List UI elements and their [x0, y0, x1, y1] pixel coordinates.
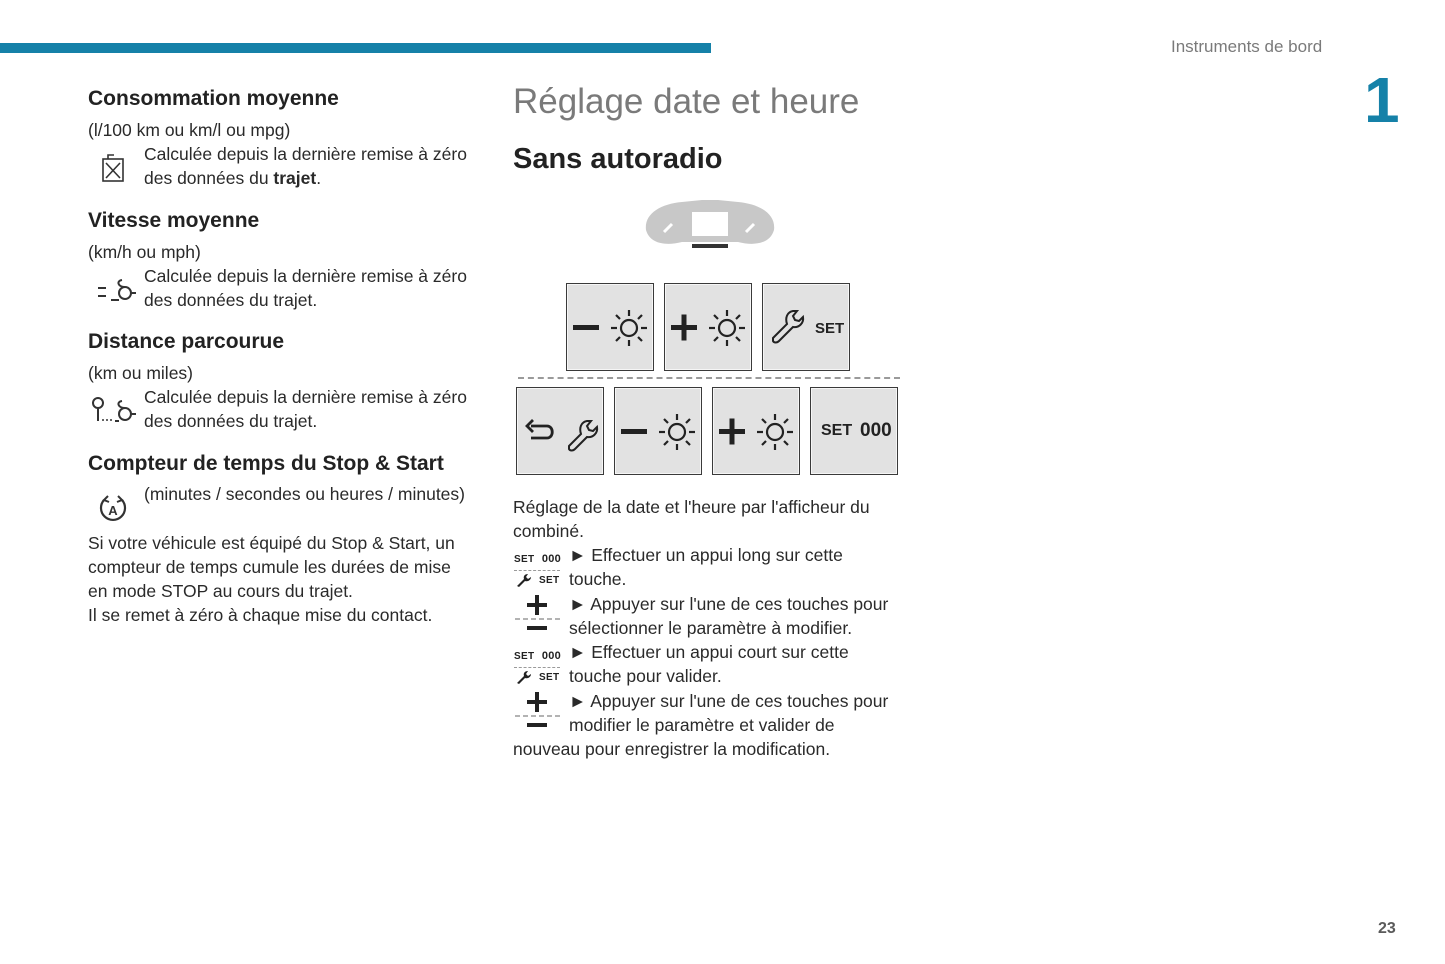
speed-desc-line1: Calculée depuis la dernière remise à zéro: [144, 266, 467, 286]
distance-units: (km ou miles): [88, 363, 194, 383]
fuel-pump-icon: [100, 153, 126, 183]
mini-dash: [514, 570, 560, 571]
speed-title: Vitesse moyenne: [88, 209, 260, 232]
mini-plus-minus-icon: [514, 594, 562, 636]
mini-set-000-icon: [514, 549, 562, 586]
step2-line1: [569, 592, 888, 616]
mini-set-text-2: SET: [539, 672, 560, 683]
step1-line1: [569, 543, 843, 567]
stopstart-para-line1: Si votre véhicule est équipé du Stop & Start, un: [88, 533, 455, 553]
page-number: 23: [1378, 920, 1396, 937]
consumption-title: Consommation moyenne: [88, 87, 339, 110]
plus-brightness-icon: [665, 284, 753, 372]
step1-line2: touche.: [569, 569, 627, 589]
stopstart-title: Compteur de temps du Stop & Start: [88, 452, 444, 475]
dashed-separator: [518, 377, 900, 379]
desc-bold: trajet: [273, 168, 317, 188]
step4-line3: nouveau pour enregistrer la modification.: [513, 739, 831, 759]
speed-units: (km/h ou mph): [88, 242, 201, 262]
arrow-marker: ►: [569, 691, 587, 711]
distance-icon: [90, 395, 138, 425]
wrench-set-button[interactable]: [762, 283, 850, 371]
step-text: Appuyer sur l'une de ces touches pour: [590, 594, 889, 614]
stopstart-para-line2: compteur de temps cumule les durées de mise: [88, 557, 451, 577]
distance-title: Distance parcourue: [88, 330, 285, 353]
set-label: SET: [821, 422, 853, 439]
step2-line2: sélectionner le paramètre à modifier.: [569, 618, 853, 638]
section-title: Instruments de bord: [1171, 37, 1323, 56]
mini-000-text: 000: [541, 553, 562, 565]
set-000-button[interactable]: [810, 387, 898, 475]
stopstart-units: (minutes / secondes ou heures / minutes): [144, 484, 465, 504]
minus-brightness-icon: [567, 284, 655, 372]
distance-desc-line2: des données du trajet.: [144, 411, 318, 431]
back-wrench-button[interactable]: [516, 387, 604, 475]
intro-line2: combiné.: [513, 521, 585, 541]
back-wrench-icon: [517, 388, 605, 476]
plus-brightness-button-2[interactable]: [712, 387, 800, 475]
mini-000-text: 000: [541, 650, 562, 662]
arrow-marker: ►: [569, 594, 587, 614]
plus-brightness-icon: [713, 388, 801, 476]
section-subtitle: Sans autoradio: [513, 143, 723, 175]
mini-set-text-2: SET: [539, 575, 560, 586]
mini-plus-minus-icon-2: [514, 691, 562, 733]
plus-brightness-button[interactable]: [664, 283, 752, 371]
consumption-desc-line2: [144, 166, 321, 190]
step3-line2: touche pour valider.: [569, 666, 722, 686]
page-title: Réglage date et heure: [513, 82, 860, 121]
step-text: Appuyer sur l'une de ces touches pour: [590, 691, 889, 711]
stopstart-para-line3: en mode STOP au cours du trajet.: [88, 581, 353, 601]
arrow-marker: ►: [569, 545, 587, 565]
set-label: SET: [815, 320, 845, 337]
mini-dash: [514, 667, 560, 668]
step3-line1: [569, 640, 849, 664]
mini-wrench-icon: [516, 573, 532, 587]
speed-desc-line2: des données du trajet.: [144, 290, 318, 310]
stop-start-icon: [98, 492, 128, 524]
minus-brightness-button[interactable]: [566, 283, 654, 371]
mini-set-000-icon-2: [514, 646, 562, 683]
mini-set-text: SET: [514, 651, 535, 662]
minus-brightness-icon: [615, 388, 703, 476]
step-text: Effectuer un appui long sur cette: [591, 545, 843, 565]
desc-suffix: .: [316, 168, 322, 188]
instrument-cluster-icon: [642, 196, 778, 252]
distance-desc-line1: Calculée depuis la dernière remise à zéro: [144, 387, 467, 407]
header-accent-bar: [0, 43, 711, 53]
svg-text:A: A: [108, 503, 118, 518]
mini-set-text: SET: [514, 554, 535, 565]
step4-line1: [569, 689, 888, 713]
step4-line2: modifier le paramètre et valider de: [569, 715, 835, 735]
consumption-units: (l/100 km ou km/l ou mpg): [88, 120, 291, 140]
minus-brightness-button-2[interactable]: [614, 387, 702, 475]
consumption-desc-line1: Calculée depuis la dernière remise à zéro: [144, 144, 467, 164]
mini-wrench-icon: [516, 670, 532, 684]
desc-text: des données du: [144, 168, 274, 188]
intro-line1: Réglage de la date et l'heure par l'afficheur du: [513, 497, 870, 517]
arrow-marker: ►: [569, 642, 587, 662]
average-speed-icon: [96, 278, 138, 306]
zero-label: 000: [860, 420, 892, 441]
step-text: Effectuer un appui court sur cette: [591, 642, 849, 662]
chapter-number: 1: [1364, 64, 1400, 136]
stopstart-para-line4: Il se remet à zéro à chaque mise du contact.: [88, 605, 433, 625]
